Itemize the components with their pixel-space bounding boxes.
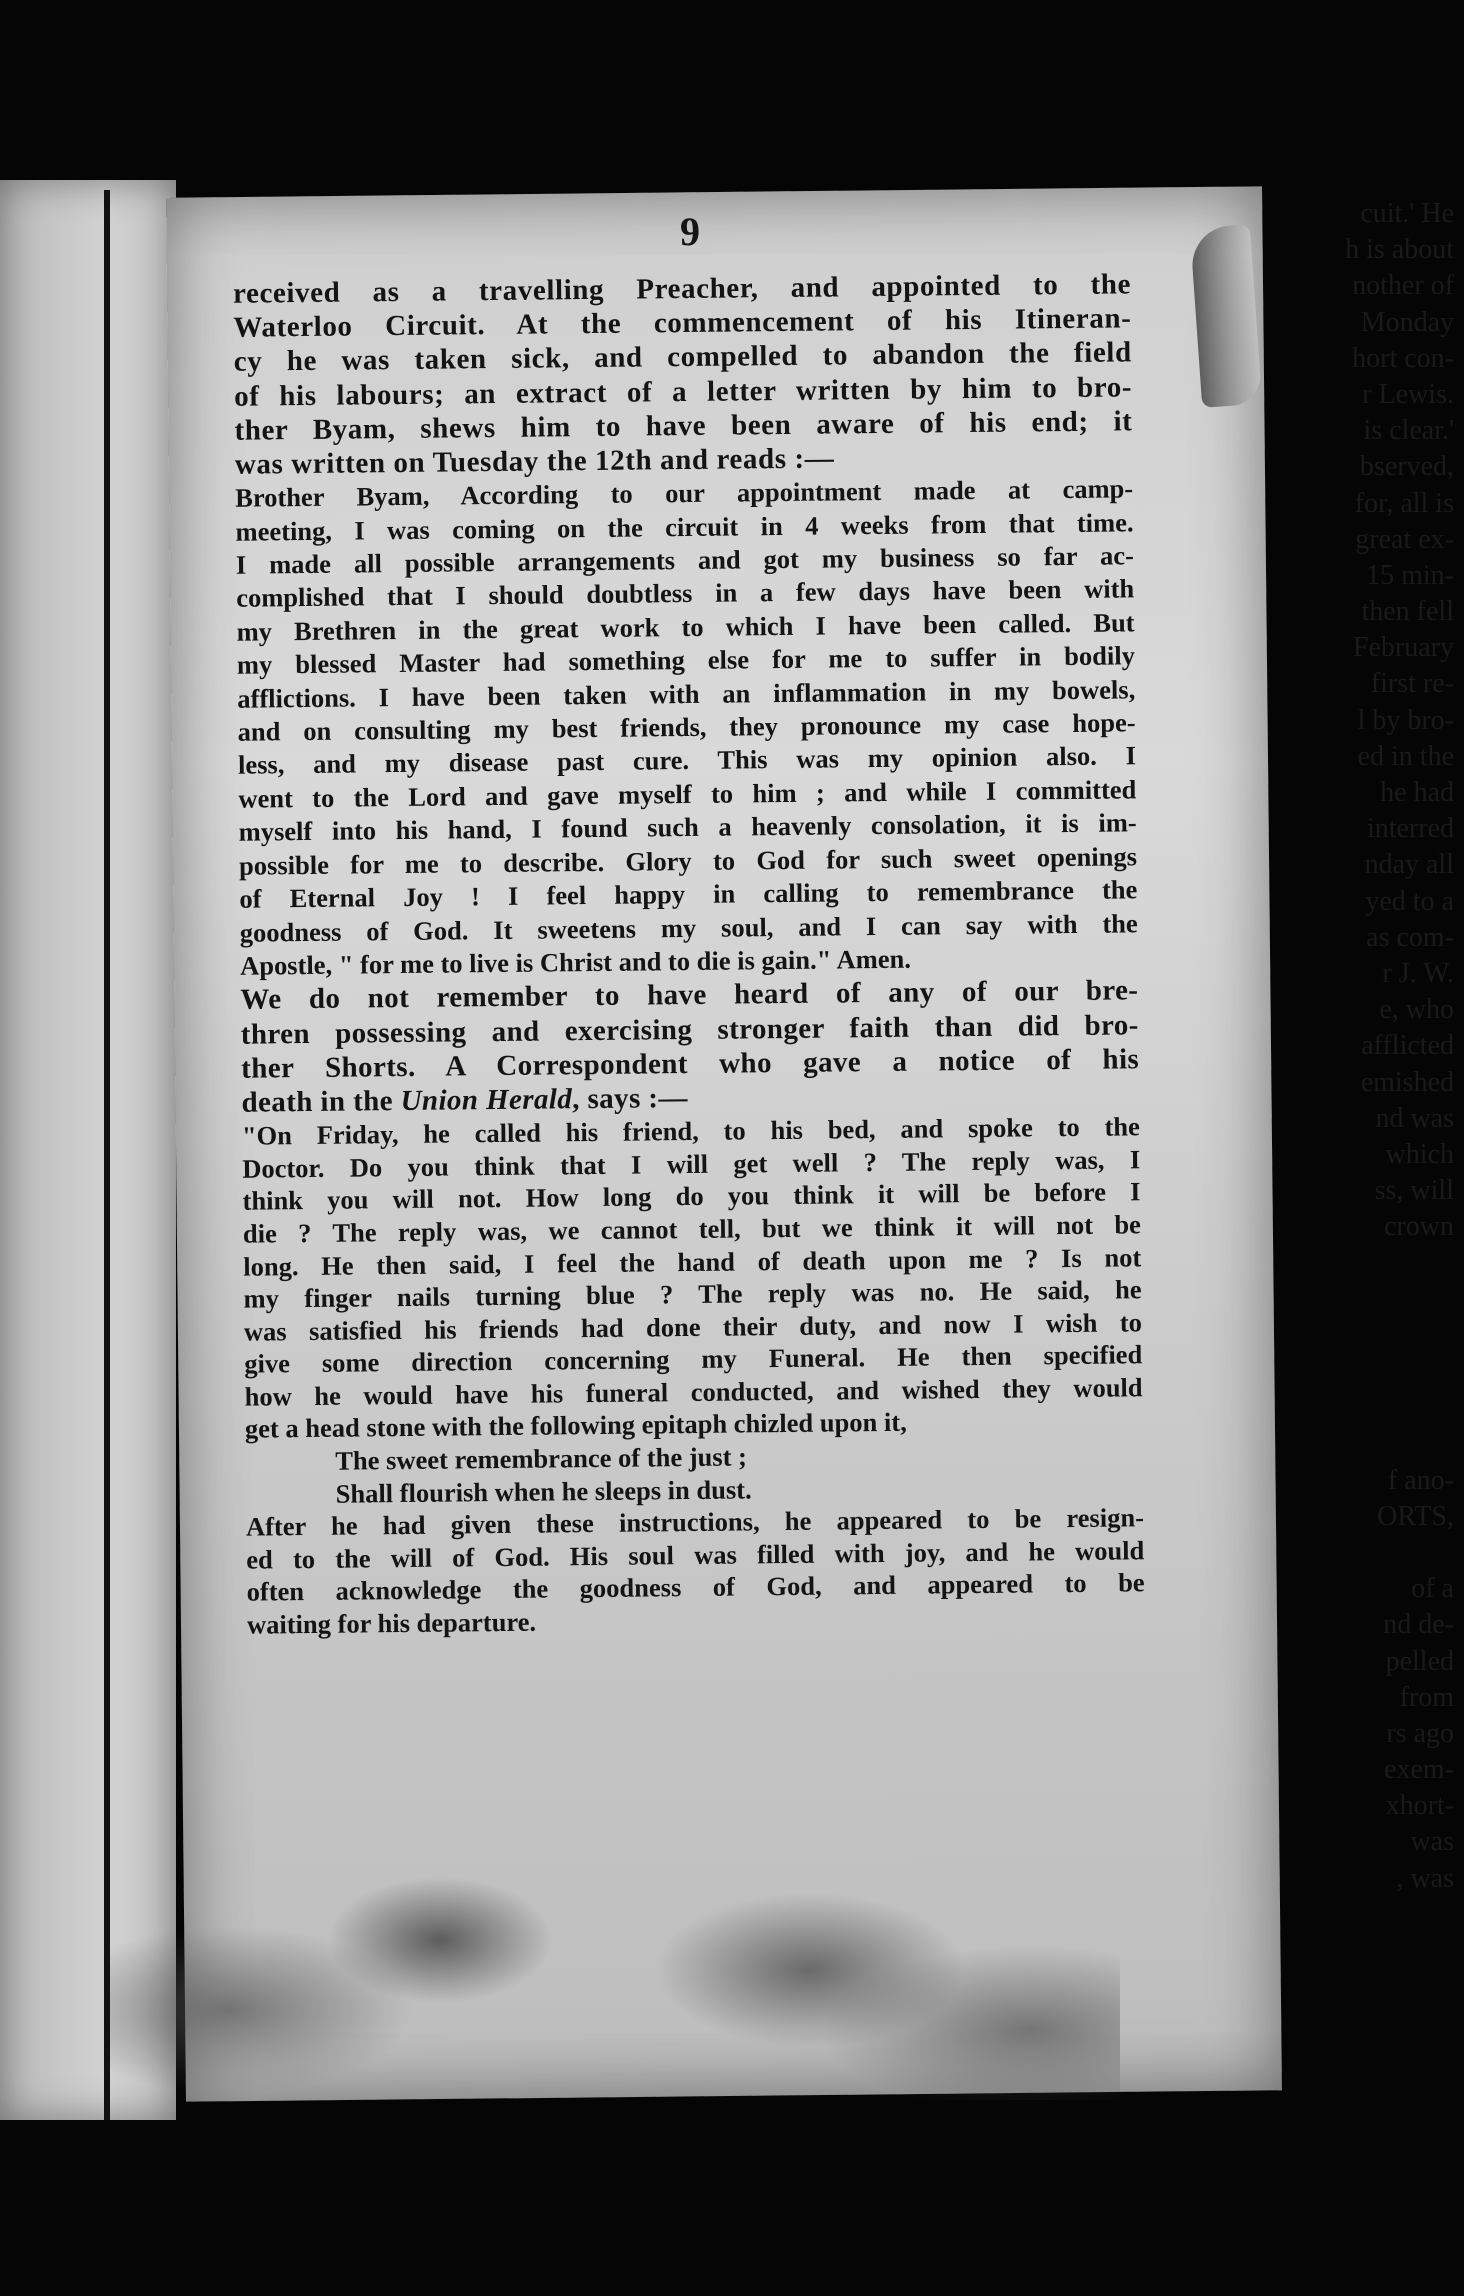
left-column-line: hort con- [1352,342,1454,374]
letter-line: I made all possible arrangements and got my business so far ac- [235,540,1135,580]
quote-line: Doctor. Do you think that I will get well ? The reply was, I [242,1144,1141,1184]
closing-line: often acknowledge the goodness of God, and appeared to be [246,1567,1145,1608]
quote-line: how he would have his funeral conducted, and wished they would [244,1372,1143,1412]
quote-line: think you will not. How long do you think it will be before I [242,1176,1141,1217]
letter-line: afflictions. I have been taken with an inflammation in my bowels, [237,673,1136,714]
left-column-line: l by bro- [1357,704,1454,736]
quote-line: was satisfied his friends had done their duty, and now I wish to [243,1306,1143,1347]
left-column-line: e, who [1379,994,1454,1026]
letter-line: goodness of God. It sweetens my soul, and I can say with the [239,907,1138,948]
left-column-line [1304,1390,1454,1426]
left-column-line: Monday [1360,306,1454,338]
left-column-line: for, all is [1354,487,1454,519]
left-column-line: February [1352,632,1454,664]
letter-line: my blessed Master had something else for me to suffer in bodily [236,640,1136,680]
lead-line: cy he was taken sick, and compelled to abandon the field [233,336,1132,379]
left-column-line: interred [1366,813,1454,845]
page-number: 9 [680,209,700,254]
left-column-line [1304,1426,1454,1462]
letter-line: complished that I should doubtless in a few days have been with [236,573,1135,614]
quote-line: long. He then said, I feel the hand of death upon me ? Is not [243,1241,1142,1282]
left-column-line: first re- [1370,668,1454,700]
letter-line: Apostle, " for me to live is Christ and to die is gain." Amen. [239,943,912,981]
letter-line: of Eternal Joy ! I feel happy in calling to remembrance the [239,874,1138,914]
left-column-line: as com- [1366,921,1454,953]
quote-line: get a head stone with the following epitaph chizled upon it, [244,1407,907,1445]
page-curl [1190,224,1262,408]
left-column-line: rs ago [1386,1717,1454,1749]
left-column-line: nd de- [1383,1609,1454,1641]
left-column-line [1304,1318,1454,1354]
left-page-fragment [0,180,176,2120]
left-column-line: 15 min- [1366,559,1454,591]
left-column-line: nother of [1352,270,1454,302]
left-column-line: cuit.' He [1360,198,1454,229]
left-column-line: r Lewis. [1362,378,1454,410]
letter-line: myself into his hand, I found such a heavenly consolation, it is im- [238,807,1137,847]
left-column-line: is clear.' [1363,415,1454,447]
lead-line: Waterloo Circuit. At the commencement of his Itineran- [233,302,1132,344]
closing-line: waiting for his departure. [246,1606,537,1640]
left-column-line: r J. W. [1382,957,1454,989]
faith-line-last-before: death in the [241,1084,401,1119]
left-column-line: of a [1411,1573,1454,1605]
faith-line-last-after: , says :— [572,1081,688,1116]
left-column-line: , was [1396,1862,1454,1894]
left-column-line: h is about [1345,234,1454,266]
left-column-line: exem- [1384,1754,1454,1786]
lead-line: was written on Tuesday the 12th and reads :— [234,442,835,481]
left-column-line: crown [1384,1211,1454,1243]
left-column-line: nday all [1364,849,1454,881]
left-column-line: which [1385,1138,1454,1170]
left-column-line: ed in the [1357,740,1454,772]
left-column-line: great ex- [1355,523,1454,555]
article-body [233,267,1145,1641]
epitaph-line: Shall flourish when he sleeps in dust. [335,1474,752,1509]
lead-line: of his labours; an extract of a letter written by him to bro- [233,370,1133,413]
closing-line: ed to the will of God. His soul was filled with joy, and he would [246,1535,1145,1575]
letter-line: possible for me to describe. Glory to God for such sweet openings [238,840,1138,881]
faith-line: ther Shorts. A Correspondent who gave a notice of his [241,1043,1140,1085]
left-column-line: then fell [1361,596,1454,628]
quote-line: give some direction concerning my Funeral. He then specified [244,1339,1143,1379]
left-column-line: pelled [1385,1645,1454,1677]
letter-line: less, and my disease past cure. This was my opinion also. I [237,740,1137,781]
left-column-line: bserved, [1359,451,1454,483]
left-column-line: nd was [1375,1102,1454,1134]
left-column-line: was [1410,1826,1454,1858]
quote-line: my finger nails turning blue ? The reply was no. He said, he [243,1274,1142,1314]
left-column-line [1304,1354,1454,1390]
letter-line: Brother Byam, According to our appointment made at camp- [235,473,1134,513]
letter-line: my Brethren in the great work to which I have been called. But [236,607,1135,647]
letter-line: meeting, I was coming on the circuit in 4 weeks from that time. [235,506,1134,547]
lead-line: ther Byam, shews him to have been aware of his end; it [234,405,1133,447]
left-column-line: f ano- [1387,1464,1454,1496]
quote-line: "On Friday, he called his friend, to his bed, and spoke to the [241,1111,1140,1151]
faith-line: thren possessing and exercising stronger faith than did bro- [240,1008,1139,1051]
newspaper-title: Union Herald [400,1083,573,1117]
lead-line: received as a travelling Preacher, and appointed to the [232,268,1132,310]
closing-line: After he had given these instructions, he appeared to be resign- [245,1502,1145,1542]
letter-quote [235,473,1138,983]
left-column-line [1304,1245,1454,1281]
lead-paragraph [233,267,1133,482]
epitaph-line: The sweet remembrance of the just ; [335,1441,748,1476]
left-column-line: he had [1380,777,1454,808]
quote-line: die ? The reply was, we cannot tell, but we think it will not be [242,1209,1142,1249]
left-column-line: yed to a [1365,885,1454,917]
left-column-line: emished [1360,1066,1454,1098]
left-column-line [1304,1535,1454,1571]
left-column-text [1304,196,1454,1897]
left-column-line: ORTS, [1377,1500,1454,1532]
column-rule [104,190,110,2120]
correspondent-quote [242,1110,1145,1641]
left-column-line [1304,1282,1454,1318]
left-column-line: xhort- [1385,1790,1454,1822]
letter-line: and on consulting my best friends, they pronounce my case hope- [237,707,1136,747]
faith-line: We do not remember to have heard of any of our bre- [240,974,1139,1017]
left-column-line: ss, will [1374,1175,1454,1207]
left-column-line: from [1399,1681,1454,1713]
letter-line: went to the Lord and gave myself to him ; and while I committed [238,774,1137,814]
left-column-line: afflicted [1361,1030,1454,1062]
faith-paragraph [240,974,1139,1120]
